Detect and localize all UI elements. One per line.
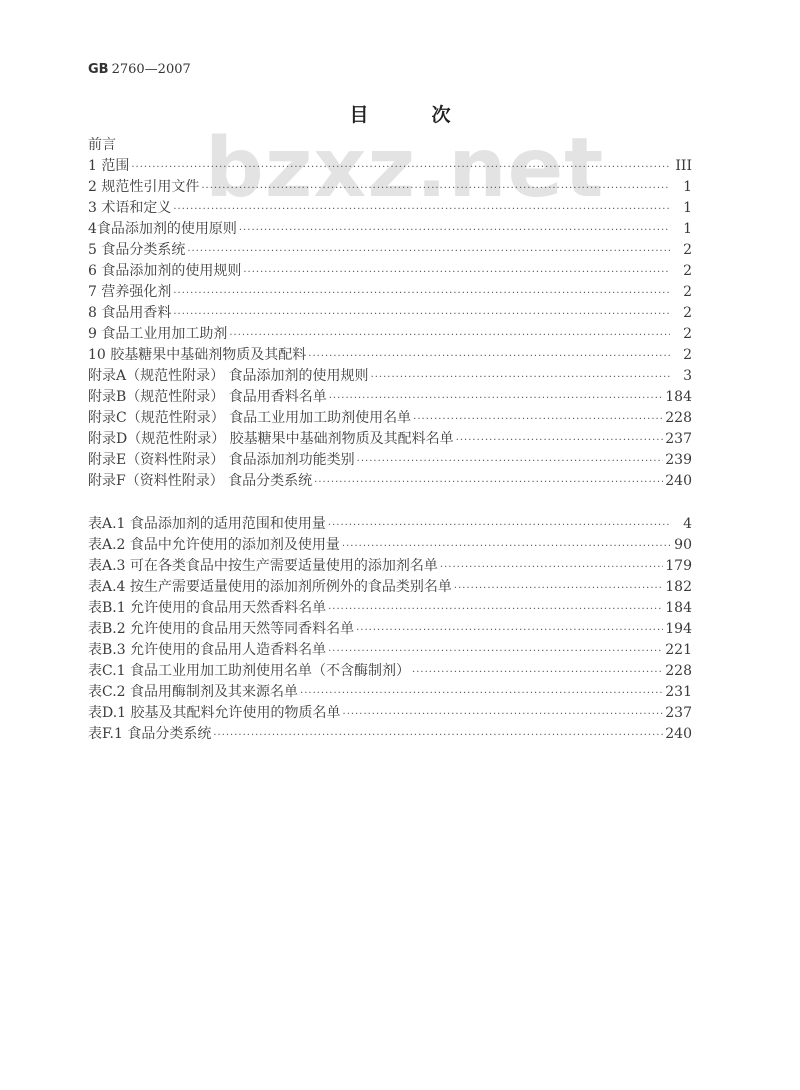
toc-entry-label: 附录E（资料性附录） 食品添加剂功能类别 bbox=[88, 452, 355, 468]
toc-entry-page: 237 bbox=[665, 431, 692, 447]
toc-entry-appendix[interactable] bbox=[88, 429, 692, 450]
toc-entry-label: 9 食品工业用加工助剂 bbox=[88, 326, 228, 342]
toc-entry-page: 237 bbox=[665, 705, 692, 721]
toc-entry-page: 2 bbox=[683, 284, 692, 300]
toc-entry-label: 表A.3 可在各类食品中按生产需要适量使用的添加剂名单 bbox=[88, 558, 438, 574]
toc-entry-label: 附录F（资料性附录） 食品分类系统 bbox=[88, 473, 313, 489]
toc-entry-page: 1 bbox=[683, 200, 692, 216]
toc-entry-page: 221 bbox=[665, 642, 692, 658]
toc-entry-label: 表F.1 食品分类系统 bbox=[88, 726, 212, 742]
toc-entry-page: 228 bbox=[665, 410, 692, 426]
toc-entry-chapter[interactable] bbox=[88, 282, 692, 303]
toc-entry-label: 3 术语和定义 bbox=[88, 200, 172, 216]
toc-entry-label: 前言 bbox=[88, 137, 116, 153]
toc-entry-table[interactable] bbox=[88, 640, 692, 661]
toc-entry-appendix[interactable] bbox=[88, 450, 692, 471]
toc-entry-label: 附录D（规范性附录） 胶基糖果中基础剂物质及其配料名单 bbox=[88, 431, 454, 447]
toc-entry-label: 10 胶基糖果中基础剂物质及其配料 bbox=[88, 347, 307, 363]
toc-entry-label: 1 范围 bbox=[88, 158, 130, 174]
toc-entry-appendix[interactable] bbox=[88, 471, 692, 492]
toc-entry-label: 表B.1 允许使用的食品用天然香料名单 bbox=[88, 600, 327, 616]
toc-entry-page: 184 bbox=[665, 600, 692, 616]
toc-entry-table[interactable] bbox=[88, 619, 692, 640]
toc-entry-page: 90 bbox=[674, 537, 692, 553]
toc-entry-chapter[interactable] bbox=[88, 345, 692, 366]
dot-leader bbox=[343, 704, 664, 725]
toc-entry-label: 7 营养强化剂 bbox=[88, 284, 172, 300]
toc-entry-page: 4 bbox=[683, 516, 692, 532]
toc-entry-page: 194 bbox=[665, 621, 692, 637]
toc-entry-chapter[interactable] bbox=[88, 156, 692, 177]
toc-entry-page: 239 bbox=[665, 452, 692, 468]
toc-entry-chapter[interactable] bbox=[88, 261, 692, 282]
toc-entry-page: 228 bbox=[665, 663, 692, 679]
toc-entry-table[interactable] bbox=[88, 703, 692, 724]
toc-entry-table[interactable] bbox=[88, 577, 692, 598]
standard-prefix: GB bbox=[88, 62, 109, 77]
toc-entry-label: 附录C（规范性附录） 食品工业用加工助剂使用名单 bbox=[88, 410, 412, 426]
toc-entry-page: 179 bbox=[665, 558, 692, 574]
dot-leader bbox=[300, 683, 663, 704]
toc-entry-chapter[interactable] bbox=[88, 177, 692, 198]
toc-entry-chapter[interactable] bbox=[88, 324, 692, 345]
standard-number: 2760—2007 bbox=[111, 62, 191, 77]
toc-entry-chapter[interactable] bbox=[88, 219, 692, 240]
toc-entry-label: 表A.2 食品中允许使用的添加剂及使用量 bbox=[88, 537, 340, 553]
toc-entry-page: 3 bbox=[683, 368, 692, 384]
dot-leader bbox=[454, 578, 663, 599]
toc-entry-label: 表B.2 允许使用的食品用天然等同香料名单 bbox=[88, 621, 355, 637]
toc-entry-preface[interactable] bbox=[88, 135, 692, 156]
toc-entry-chapter[interactable] bbox=[88, 240, 692, 261]
toc-entry-table[interactable] bbox=[88, 514, 692, 535]
toc-entry-page: 231 bbox=[665, 684, 692, 700]
table-of-contents bbox=[88, 135, 692, 745]
dot-leader bbox=[201, 178, 670, 199]
dot-leader bbox=[187, 241, 670, 262]
toc-entry-label: 4食品添加剂的使用原则 bbox=[88, 221, 237, 237]
toc-entry-label: 附录B（规范性附录） 食品用香料名单 bbox=[88, 389, 327, 405]
dot-leader bbox=[342, 536, 670, 557]
toc-entry-page: 240 bbox=[665, 726, 692, 742]
toc-title: 目 次 bbox=[349, 104, 473, 126]
toc-entry-table[interactable] bbox=[88, 535, 692, 556]
toc-entry-label: 5 食品分类系统 bbox=[88, 242, 186, 258]
toc-entry-appendix[interactable] bbox=[88, 387, 692, 408]
dot-leader bbox=[173, 304, 670, 325]
toc-entry-page: 2 bbox=[683, 305, 692, 321]
toc-entry-table[interactable] bbox=[88, 661, 692, 682]
toc-entry-page: 1 bbox=[683, 179, 692, 195]
toc-entry-appendix[interactable] bbox=[88, 366, 692, 387]
toc-entry-page: 2 bbox=[683, 242, 692, 258]
dot-leader bbox=[213, 725, 663, 746]
toc-entry-page: 2 bbox=[683, 347, 692, 363]
dot-leader bbox=[440, 557, 663, 578]
toc-entry-appendix[interactable] bbox=[88, 408, 692, 429]
dot-leader bbox=[412, 662, 663, 683]
dot-leader bbox=[357, 451, 664, 472]
toc-entry-page: III bbox=[675, 158, 692, 174]
toc-entry-table[interactable] bbox=[88, 556, 692, 577]
toc-entry-page: 240 bbox=[665, 473, 692, 489]
toc-entry-chapter[interactable] bbox=[88, 303, 692, 324]
toc-entry-label: 表A.1 食品添加剂的适用范围和使用量 bbox=[88, 516, 326, 532]
toc-entry-page: 2 bbox=[683, 326, 692, 342]
toc-entry-table[interactable] bbox=[88, 598, 692, 619]
dot-leader bbox=[328, 599, 663, 620]
toc-entry-label: 表D.1 胶基及其配料允许使用的物质名单 bbox=[88, 705, 341, 721]
dot-leader bbox=[456, 430, 664, 451]
toc-entry-page: 184 bbox=[665, 389, 692, 405]
dot-leader bbox=[314, 472, 663, 493]
toc-entry-label: 2 规范性引用文件 bbox=[88, 179, 200, 195]
dot-leader bbox=[308, 346, 670, 367]
toc-entry-page: 2 bbox=[683, 263, 692, 279]
toc-entry-label: 8 食品用香料 bbox=[88, 305, 172, 321]
toc-entry-chapter[interactable] bbox=[88, 198, 692, 219]
toc-entry-label: 附录A（规范性附录） 食品添加剂的使用规则 bbox=[88, 368, 369, 384]
dot-leader bbox=[329, 388, 664, 409]
dot-leader bbox=[328, 515, 670, 536]
dot-leader bbox=[413, 409, 663, 430]
toc-entry-label: 表C.1 食品工业用加工助剂使用名单（不含酶制剂） bbox=[88, 663, 411, 679]
dot-leader bbox=[371, 367, 670, 388]
toc-entry-table[interactable] bbox=[88, 682, 692, 703]
dot-leader bbox=[239, 220, 670, 241]
dot-leader bbox=[173, 283, 670, 304]
dot-leader bbox=[229, 325, 670, 346]
dot-leader bbox=[243, 262, 670, 283]
dot-leader bbox=[131, 157, 670, 178]
toc-entry-label: 6 食品添加剂的使用规则 bbox=[88, 263, 242, 279]
toc-entry-page: 182 bbox=[665, 579, 692, 595]
toc-entry-table[interactable] bbox=[88, 724, 692, 745]
dot-leader bbox=[356, 620, 663, 641]
toc-entry-label: 表B.3 允许使用的食品用人造香料名单 bbox=[88, 642, 327, 658]
toc-entry-label: 表C.2 食品用酶制剂及其来源名单 bbox=[88, 684, 299, 700]
dot-leader bbox=[173, 199, 670, 220]
section-gap bbox=[88, 492, 692, 514]
watermark: bzxz.net bbox=[205, 121, 605, 216]
standard-code bbox=[88, 62, 191, 77]
dot-leader bbox=[328, 641, 663, 662]
toc-entry-page: 1 bbox=[683, 221, 692, 237]
toc-entry-label: 表A.4 按生产需要适量使用的添加剂所例外的食品类别名单 bbox=[88, 579, 452, 595]
